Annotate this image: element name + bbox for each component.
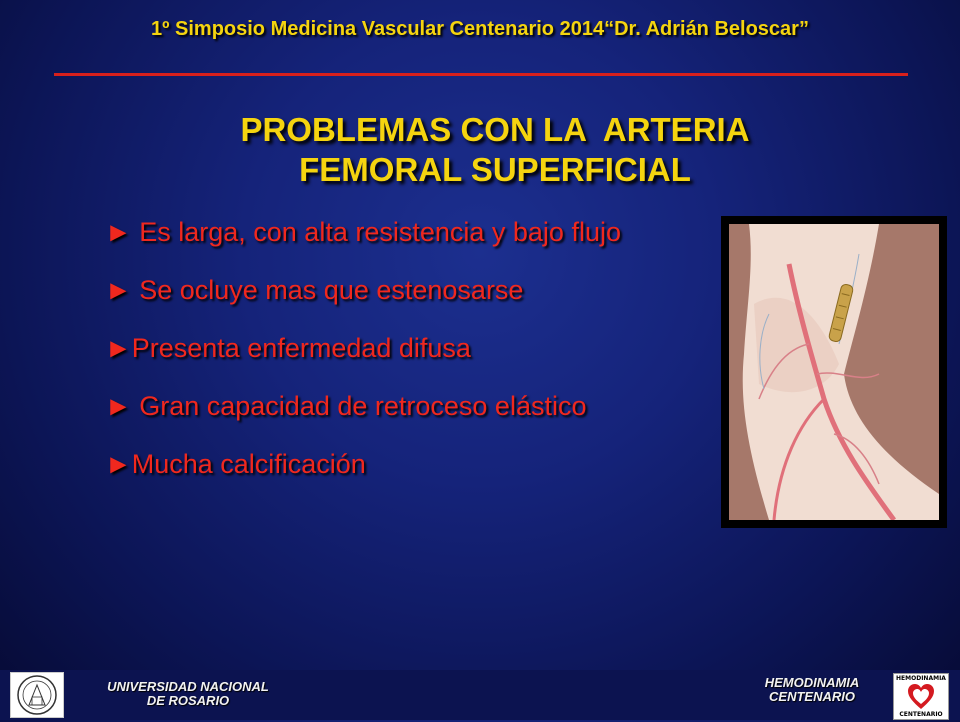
header-divider: [54, 73, 908, 76]
university-line2: DE ROSARIO: [146, 693, 230, 708]
bullet-list: [105, 214, 725, 504]
logo-top-text: HEMODINAMIA: [896, 675, 946, 682]
bullet-item: ► Gran capacidad de retroceso elástico: [105, 391, 587, 421]
slide-title-line1: PROBLEMAS CON LA ARTERIA: [240, 111, 750, 148]
logo-bottom-text: CENTENARIO: [899, 711, 943, 718]
bullet-item: ► Se ocluye mas que estenosarse: [105, 275, 524, 305]
hemodinamia-logo: [893, 673, 949, 720]
bullet-item: ►Mucha calcificación: [105, 449, 366, 479]
slide-title: [130, 110, 860, 190]
bullet-item: ► Es larga, con alta resistencia y bajo flujo: [105, 217, 621, 247]
bullet-item: ►Presenta enfermedad difusa: [105, 333, 471, 363]
conference-title: 1º Simposio Medicina Vascular Centenario 2014“Dr. Adrián Beloscar”: [151, 18, 809, 40]
university-line1: UNIVERSIDAD NACIONAL: [107, 679, 269, 694]
knee-artery-illustration: [721, 216, 947, 528]
hemo-line2: CENTENARIO: [769, 689, 855, 704]
heart-icon: [907, 683, 935, 711]
university-seal-icon: [10, 672, 64, 718]
hemo-line1: HEMODINAMIA: [764, 675, 860, 690]
hemodinamia-name: [742, 676, 882, 704]
illustration-drawing: [729, 224, 939, 520]
slide-title-line2: FEMORAL SUPERFICIAL: [299, 151, 691, 188]
university-name: [88, 680, 288, 708]
